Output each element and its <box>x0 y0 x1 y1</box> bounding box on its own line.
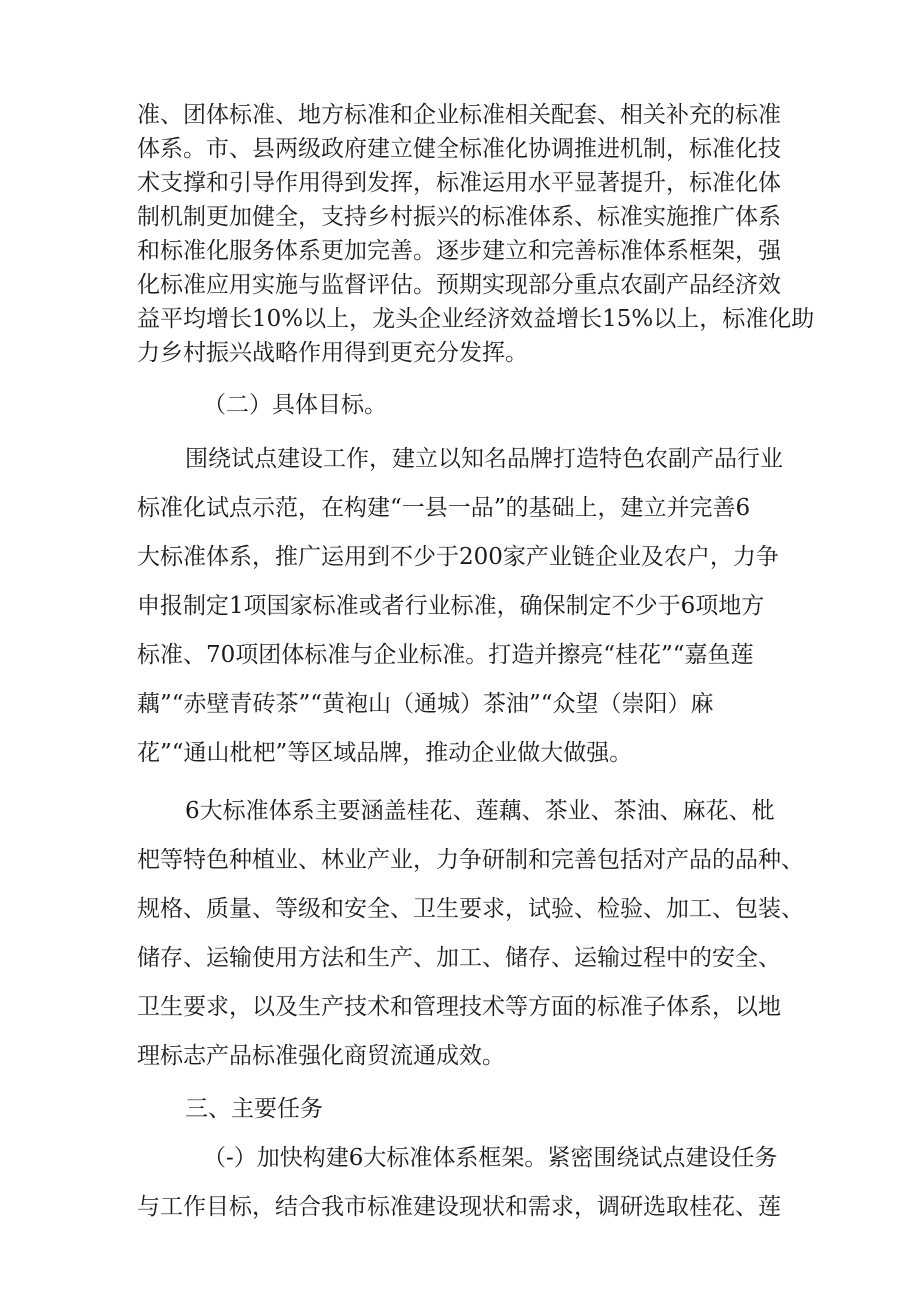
text-line: 体系。市、县两级政府建立健全标准化协调推进机制，标准化技 <box>137 136 781 162</box>
text-line: 规格、质量、等级和安全、卫生要求，试验、检验、加工、包装、 <box>137 896 804 922</box>
text-line: 卫生要求，以及生产技术和管理技术等方面的标准子体系，以地 <box>137 994 781 1020</box>
text-line: 术支撑和引导作用得到发挥，标准运用水平显著提升，标准化体 <box>137 170 781 196</box>
section-subheading: （二）具体目标。 <box>203 392 387 418</box>
text-line: 花”“通山枇杷”等区域品牌，推动企业做大做强。 <box>137 740 633 766</box>
text-line: 储存、运输使用方法和生产、加工、储存、运输过程中的安全、 <box>137 945 781 971</box>
text-line: 准、团体标准、地方标准和企业标准相关配套、相关补充的标准 <box>137 102 781 128</box>
text-line: 化标准应用实施与监督评估。预期实现部分重点农副产品经济效 <box>137 272 781 298</box>
text-line: 杷等特色种植业、林业产业，力争研制和完善包括对产品的品种、 <box>137 847 804 873</box>
text-line: 藕”“赤壁青砖茶”“黄袍山（通城）茶油”“众望（崇阳）麻 <box>137 691 714 717</box>
paragraph-start: （-）加快构建6大标准体系框架。紧密围绕试点建设任务 <box>203 1145 778 1171</box>
section-heading: 三、主要任务 <box>185 1096 323 1122</box>
text-line: 标准化试点示范，在构建“一县一品”的基础上，建立并完善6 <box>137 495 751 521</box>
text-line: 大标准体系，推广运用到不少于200家产业链企业及农户，力争 <box>137 544 779 570</box>
text-line: 申报制定1项国家标准或者行业标准，确保制定不少于6项地方 <box>137 593 765 619</box>
paragraph-start: 6大标准体系主要涵盖桂花、莲藕、茶业、茶油、麻花、枇 <box>185 798 775 824</box>
text-line: 力乡村振兴战略作用得到更充分发挥。 <box>137 340 528 366</box>
text-line: 标准、70项团体标准与企业标准。打造并擦亮“桂花”“嘉鱼莲 <box>137 642 754 668</box>
text-line: 制机制更加健全，支持乡村振兴的标准体系、标准实施推广体系 <box>137 204 781 230</box>
text-line: 和标准化服务体系更加完善。逐步建立和完善标准体系框架，强 <box>137 238 781 264</box>
paragraph-start: 围绕试点建设工作，建立以知名品牌打造特色农副产品行业 <box>185 446 783 472</box>
text-line: 与工作目标，结合我市标准建设现状和需求，调研选取桂花、莲 <box>137 1194 781 1220</box>
text-line: 益平均增长10%以上，龙头企业经济效益增长15%以上，标准化助 <box>137 306 815 332</box>
text-line: 理标志产品标准强化商贸流通成效。 <box>137 1043 505 1069</box>
